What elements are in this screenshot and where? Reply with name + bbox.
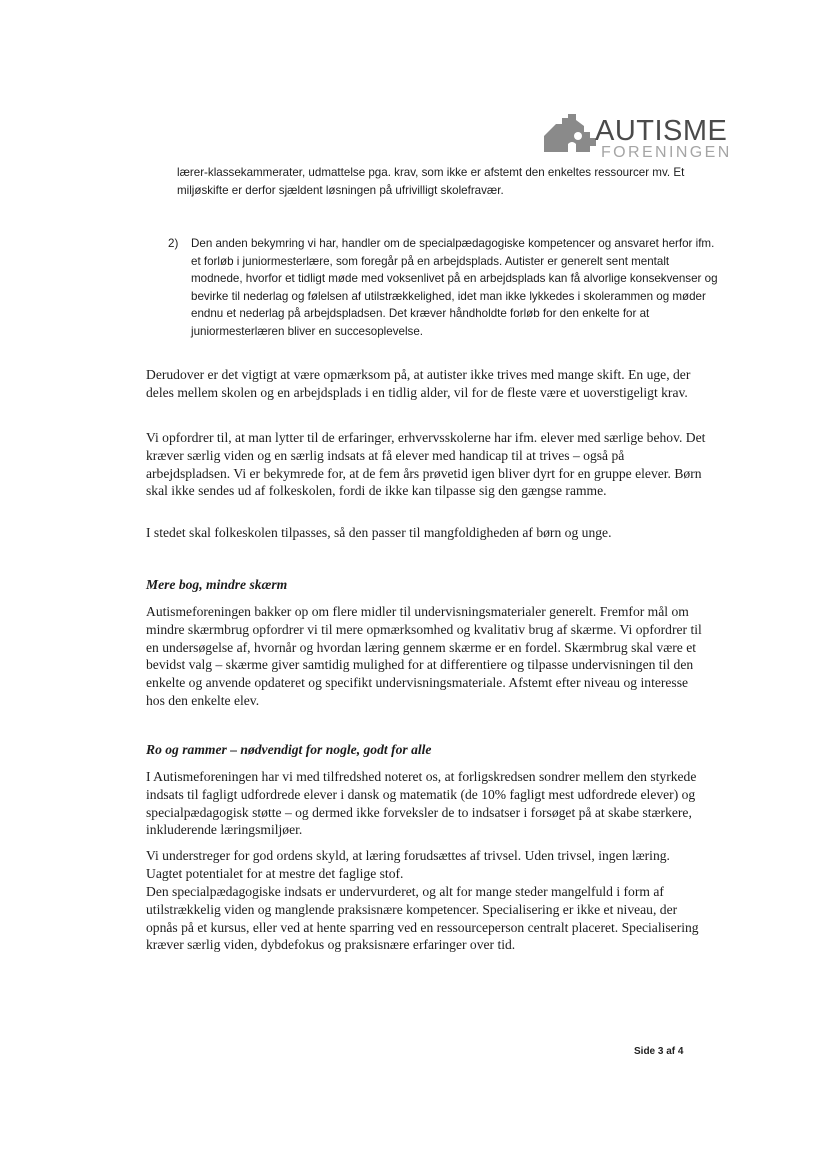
logo-title: AUTISME (595, 115, 728, 147)
section-heading-structure: Ro og rammer – nødvendigt for nogle, godt for alle (146, 742, 432, 757)
paragraph-shifts: Derudover er det vigtigt at være opmærksom på, at autister ikke trives med mange skift. En uge, der deles mellem skolen og en arbejdsplads i en tidlig alder, vil for de fleste være et uoverstigeligt krav. (146, 367, 691, 400)
autismeforeningen-logo (540, 110, 730, 165)
section-text-wellbeing: Vi understreger for god ordens skyld, at læring forudsættes af trivsel. Uden trivsel, ingen læring. Uagtet potentialet for at mestre det faglige stof. (146, 848, 670, 881)
paragraph-vocational: Vi opfordrer til, at man lytter til de erfaringer, erhvervsskolerne har ifm. elever med særlige behov. Det kræver særlig viden og en særlig indsats at få elever med handicap til at trives – også på arbejdspladsen. Vi er bekymrede for, at de fem års prøvetid igen bliver dyrt for en gruppe elever. Børn skal ikke sendes ud af folkeskolen, fordi de ikke kan tilpasse sig den gængse ramme. (146, 430, 706, 499)
paragraph-adapt-school: I stedet skal folkeskolen tilpasses, så den passer til mangfoldigheden af børn og unge. (146, 525, 612, 540)
section-heading-screens: Mere bog, mindre skærm (146, 577, 288, 592)
section-text-screens: Autismeforeningen bakker op om flere midler til undervisningsmaterialer generelt. Fremfor mål om mindre skærmbrug opfordrer vi til mere opmærksomhed og kvalitativ brug af skærme. Vi opfordrer til en undersøgelse af, hvornår og hvordan læring gennem skærme er en fordel. Skærmbrug skal være et bevidst valg – skærme giver samtidig mulighed for at differentiere og tilpasse undervisningen til den enkelte og anvende opdateret og specifikt undervisningsmateriale. Afstemt efter niveau og interesse hos den enkelte elev. (146, 604, 702, 708)
list-item-text: Den anden bekymring vi har, handler om de specialpædagogiske kompetencer og ansvaret herfor ifm. et forløb i juniormesterlære, som foregår på en arbejdsplads. Autister er generelt sent mentalt modnede, hvorfor et tidligt møde med voksenlivet på en arbejdsplads kan få alvorlige konsekvenser og bevirke til nederlag og følelsen af utilstrækkelighed, idet man ikke lykkedes i skolerammen og møder endnu et nederlag på arbejdspladsen. Det kræver håndholdte forløb for den enkelte for at juniormesterlæren bliver en succesoplevelse. (191, 237, 718, 338)
continuation-text: lærer-klassekammerater, udmattelse pga. krav, som ikke er afstemt den enkeltes ressourcer mv. Et miljøskifte er derfor sjældent løsningen på ufrivilligt skolefravær. (177, 166, 685, 197)
section-text-structure: I Autismeforeningen har vi med tilfredshed noteret os, at forligskredsen sondrer mellem den styrkede indsats til fagligt udfordrede elever i dansk og matematik (de 10% fagligt mest udfordrede elever) og specialpædagogisk støtte – og dermed ikke forveksler de to indsatser i forsøget på at skabe stærkere, inkluderende læringsmiljøer. (146, 769, 697, 838)
section-text-specialisation: Den specialpædagogiske indsats er undervurderet, og alt for mange steder mangelfuld i form af utilstrækkelig viden og manglende praksisnære kompetencer. Specialisering er ikke et niveau, der opnås på et kursus, eller ved at hente sparring ved en ressourceperson centralt placeret. Specialisering kræver særlig viden, dybdefokus og praksisnære erfaringer over tid. (146, 884, 699, 953)
page-number: Side 3 af 4 (634, 1046, 684, 1057)
list-item-number: 2) (168, 237, 179, 250)
logo-subtitle: FORENINGEN (601, 144, 732, 161)
